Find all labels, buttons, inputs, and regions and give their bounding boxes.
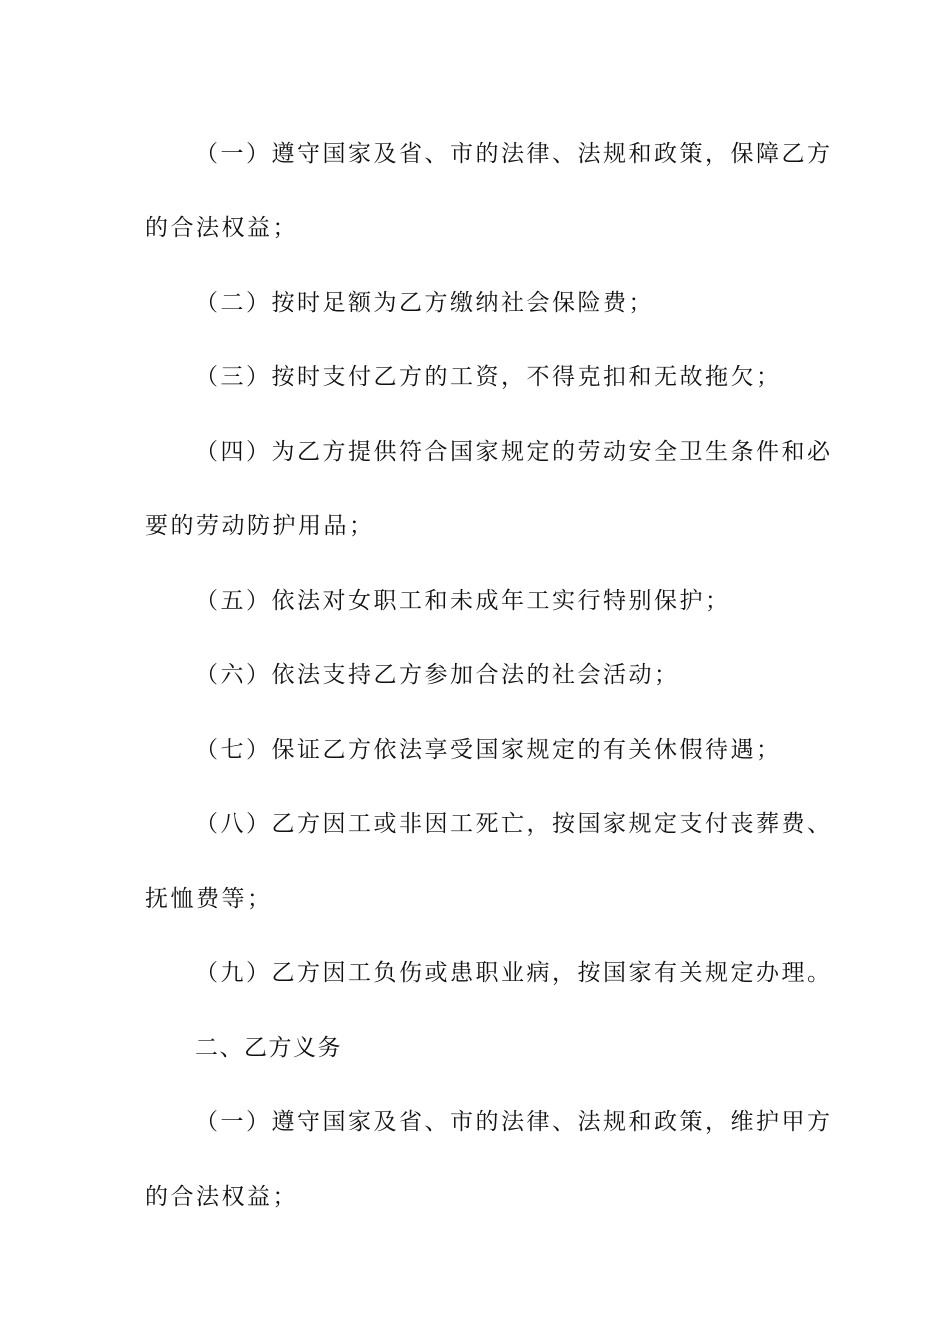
clause-1-line-2: 的合法权益； (145, 215, 298, 241)
clause-8-line-2: 抚恤费等； (145, 886, 273, 912)
clause-4-line-1: （四）为乙方提供符合国家规定的劳动安全卫生条件和必 (195, 439, 833, 465)
clause-2: （二）按时足额为乙方缴纳社会保险费； (195, 290, 654, 316)
clause-4-line-2: 要的劳动防护用品； (145, 513, 375, 539)
clause-1-line-1: （一）遵守国家及省、市的法律、法规和政策，保障乙方 (195, 141, 833, 167)
clause-9: （九）乙方因工负伤或患职业病，按国家有关规定办理。 (195, 960, 833, 986)
clause-8-line-1: （八）乙方因工或非因工死亡，按国家规定支付丧葬费、 (195, 811, 833, 837)
clause-7: （七）保证乙方依法享受国家规定的有关休假待遇； (195, 737, 782, 763)
clause-3: （三）按时支付乙方的工资，不得克扣和无故拖欠； (195, 364, 782, 390)
clause-5: （五）依法对女职工和未成年工实行特别保护； (195, 588, 731, 614)
section-heading: 二、乙方义务 (195, 1035, 342, 1061)
clause-b1-line-1: （一）遵守国家及省、市的法律、法规和政策，维护甲方 (195, 1109, 833, 1135)
clause-6: （六）依法支持乙方参加合法的社会活动； (195, 662, 680, 688)
clause-b1-line-2: 的合法权益； (145, 1184, 298, 1210)
